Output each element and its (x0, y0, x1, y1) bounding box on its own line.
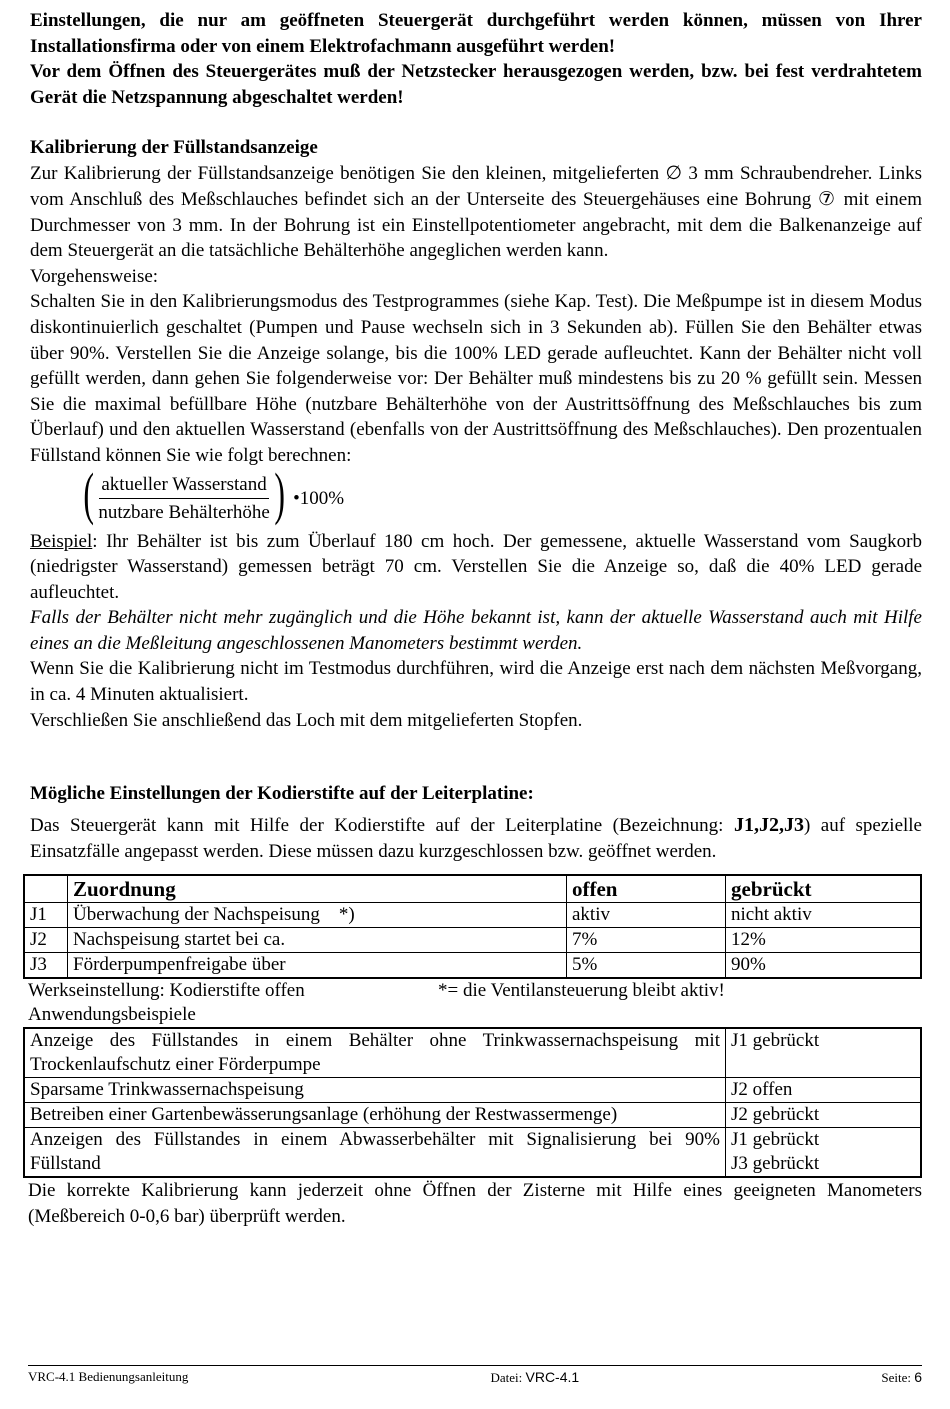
procedure-text: Schalten Sie in den Kalibrierungsmodus des Testprogrammes (siehe Kap. Test). Die Meßpumpe ist in diesem Modus diskontinuierlich geschaltet (Pumpen und Pause wechseln sich in 3 Sekunden ab). Füllen Sie den Behälter etwas über 90%. Verstellen Sie die Anzeige solange, bis die 100% LED gerade aufleuchtet. Kann der Behälter nicht voll gefüllt werden, dann gehen Sie folgenderweise vor: Der Behälter muß mindestens bis zu 20 % gefüllt sein. Messen Sie die maximal befüllbare Höhe (nutzbare Behälterhöhe von der Austrittsöffnung des Meßschlauches bis zum Überlauf) und den aktuellen Wasserstand (ebenfalls von der Austrittsöffnung des Meßschlauches). Den prozentualen Füllstand können Sie wie folgt berechnen: (30, 291, 922, 466)
table-cell: J2 gebrückt (726, 1103, 922, 1128)
header-cell-open: offen (567, 875, 726, 903)
footer-file (490, 1369, 579, 1386)
header-cell-assignment: Zuordnung (68, 875, 567, 903)
examples-label: Anwendungsbeispiele (28, 1004, 196, 1026)
table-cell: J2 (24, 928, 68, 953)
formula-factor: •100% (293, 487, 345, 509)
table-cell: Sparsame Trinkwassernachspeisung (24, 1078, 726, 1103)
header-cell-code (24, 875, 68, 903)
table-cell: J1 gebrückt (726, 1028, 922, 1078)
coding-table (23, 874, 922, 979)
table-row (24, 928, 921, 953)
table-cell: J3 (24, 953, 68, 979)
footer-page (881, 1369, 922, 1386)
closing-note: Die korrekte Kalibrierung kann jederzeit ohne Öffnen der Zisterne mit Hilfe eines geeigneten Manometers (Meßbereich 0-0,6 bar) überprüft werden. (28, 1180, 922, 1228)
coding-codes: J1,J2,J3 (733, 814, 804, 837)
formula-fraction (98, 473, 269, 525)
example-text: : Ihr Behälter ist bis zum Überlauf 180 cm hoch. Der gemessene, aktuelle Wasserstand vom Saugkorb (niedrigster Wasserstand) gemessen beträgt 70 cm. Verstellen Sie die Anzeige so, daß die 40% LED gerade aufleuchtet. (30, 530, 922, 603)
table-row (24, 903, 921, 928)
footnote: *= die Ventilansteuerung bleibt aktiv! (438, 980, 725, 1002)
table-row (24, 953, 921, 979)
table-row (24, 1028, 921, 1078)
no-test-note: Wenn Sie die Kalibrierung nicht im Testmodus durchführen, wird die Anzeige erst nach dem nächsten Meßvorgang, in ca. 4 Minuten aktualisiert. (30, 658, 922, 706)
examples-table (23, 1027, 922, 1178)
footer-page-label: Seite: (881, 1370, 915, 1385)
table-cell: 5% (567, 953, 726, 979)
close-hole-note: Verschließen Sie anschließend das Loch mit dem mitgelieferten Stopfen. (30, 709, 583, 731)
fill-level-formula (79, 460, 922, 527)
table-cell: aktiv (567, 903, 726, 928)
table-cell: nicht aktiv (726, 903, 922, 928)
factory-setting: Werkseinstellung: Kodierstifte offen (28, 980, 305, 1002)
coding-intro-b: ) auf spezielle Einsatzfälle angepasst werden. Diese müssen dazu kurzgeschlossen bzw. geöffnet werden. (30, 815, 922, 862)
table-cell: Betreiben einer Gartenbewässerungsanlage (erhöhung der Restwassermenge) (24, 1103, 726, 1128)
warning-text-2: Vor dem Öffnen des Steuergerätes muß der Netzstecker herausgezogen werden, bzw. bei fest verdrahtetem Gerät die Netzspannung abgeschaltet werden! (30, 61, 922, 108)
calibration-heading: Kalibrierung der Füllstandsanzeige (30, 137, 318, 159)
warning-text-1: Einstellungen, die nur am geöffneten Steuergerät durchgeführt werden können, müssen von Ihrer Installationsfirma oder von einem Elektrofachmann ausgeführt werden! (30, 10, 922, 57)
factory-setting-row (28, 979, 922, 1003)
formula-numerator: aktueller Wasserstand (99, 473, 268, 499)
table-cell: J1 gebrückt J3 gebrückt (726, 1128, 922, 1178)
table-cell: 90% (726, 953, 922, 979)
footer-doc-title: VRC-4.1 Bedienungsanleitung (28, 1369, 189, 1384)
table-cell: Anzeigen des Füllstandes in einem Abwasserbehälter mit Signalisierung bei 90% Füllstand (24, 1128, 726, 1178)
document-page (30, 8, 922, 1230)
coding-table-header (24, 875, 921, 903)
calibration-intro: Zur Kalibrierung der Füllstandsanzeige benötigen Sie den kleinen, mitgelieferten ∅ 3 mm Schraubendreher. Links vom Anschluß des Meßschlauches befindet sich an der Unterseite des Steuergehäuses eine Bohrung ⑦ mit einem Durchmesser von 3 mm. In der Bohrung ist ein Einstellpotentiometer angebracht, mit dem die Balkenanzeige auf dem Steuergerät an die tatsächliche Behälterhöhe angeglichen werden kann. (30, 163, 922, 262)
table-cell: 12% (726, 928, 922, 953)
header-cell-bridged: gebrückt (726, 875, 922, 903)
formula-paren-right: ) (274, 460, 285, 526)
manometer-note: Falls der Behälter nicht mehr zugänglich und die Höhe bekannt ist, kann der aktuelle Wasserstand auch mit Hilfe eines an die Meßleitung angeschlossenen Manometers bestimmt werden. (30, 607, 922, 654)
example-label: Beispiel (30, 530, 93, 552)
table-row (24, 1078, 921, 1103)
table-cell: Anzeige des Füllstandes in einem Behälter ohne Trinkwassernachspeisung mit Trockenlaufschutz einer Förderpumpe (24, 1028, 726, 1078)
table-row (24, 1103, 921, 1128)
table-cell: 7% (567, 928, 726, 953)
formula-paren-left: ( (83, 460, 94, 526)
coding-intro (30, 813, 922, 864)
footer-page-number: 6 (914, 1369, 922, 1385)
coding-heading: Mögliche Einstellungen der Kodierstifte auf der Leiterplatine: (30, 783, 534, 805)
table-cell: Nachspeisung startet bei ca. (68, 928, 567, 953)
table-cell: Förderpumpenfreigabe über (68, 953, 567, 979)
table-row (24, 1128, 921, 1178)
page-footer (28, 1365, 922, 1386)
footer-file-value: VRC-4.1 (525, 1369, 580, 1385)
table-cell: Überwachung der Nachspeisung *) (68, 903, 567, 928)
example-paragraph (30, 529, 922, 606)
footer-file-label: Datei: (490, 1370, 526, 1385)
procedure-label: Vorgehensweise: (30, 265, 159, 287)
table-cell: J1 (24, 903, 68, 928)
formula-denominator: nutzbare Behälterhöhe (98, 501, 270, 523)
table-cell: J2 offen (726, 1078, 922, 1103)
coding-intro-a: Das Steuergerät kann mit Hilfe der Kodierstifte auf der Leiterplatine (Bezeichnung: (30, 815, 734, 837)
